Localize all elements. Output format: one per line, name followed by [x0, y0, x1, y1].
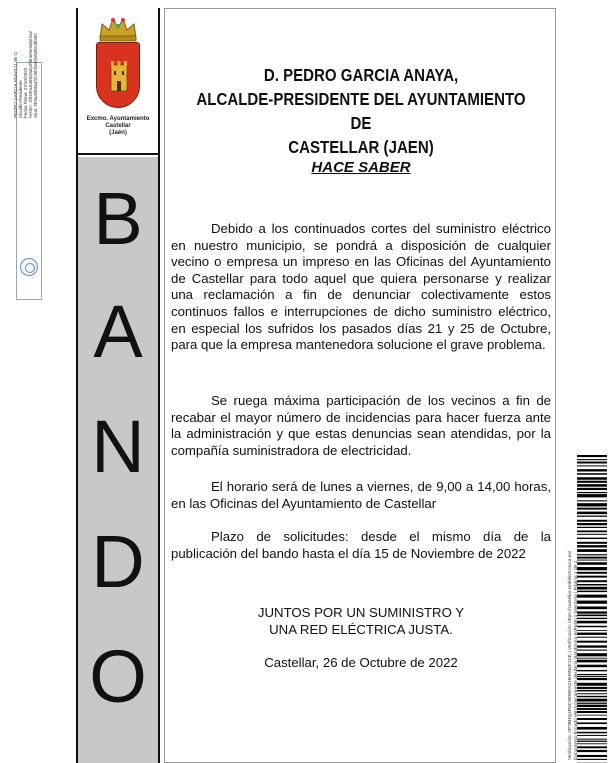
paragraph-schedule: El horario será de lunes a viernes, de 9,00 a 14,00 horas, en las Oficinas del Ayuntamiento de Castellar — [171, 479, 551, 511]
verification-line: Verificación: 2P7BHQ4R6C99WDX2H6MN4F1CK | Verificación: https://castellar.sedelectronica.es/ — [568, 550, 573, 760]
left-column — [76, 8, 160, 763]
bando-letter: B — [93, 177, 143, 260]
signature-line: Alcalde-Presidente — [18, 80, 23, 118]
verification-line: Documento firmado electrónicamente desde la plataforma esPublico Gestiona | Página 1 de 1 — [573, 560, 579, 760]
castle-icon — [108, 57, 130, 93]
crest-caption — [78, 116, 158, 137]
slogan-line: JUNTOS POR UN SUMINISTRO Y — [257, 605, 465, 620]
barcode-icon — [577, 455, 607, 763]
paragraph-outages: Debido a los continuados cortes del suministro eléctrico en nuestro municipio, se pondrá a disposición de cualquier vecino o empresa un impreso en las Oficinas del Ayuntamiento de Castellar para todo aquel que quiera personarse y realizar una reclamación a fin de denunciar colectivamente estos continuos fallos e interrupciones de dicho suministro eléctrico, en especial los sufridos los pasados días 21 y 25 de Octubre, para que la empresa mantenedora solucione el grave problema. — [171, 221, 551, 353]
signature-line: PEDRO GARCIA ANAYA (1 de 1) — [13, 51, 18, 118]
paragraph-deadline: Plazo de solicitudes: desde el mismo día de la publicación del bando hasta el día 15 de Noviembre de 2022 — [171, 529, 551, 561]
signature-line: Fecha Firma: 27/10/2022 — [23, 67, 28, 118]
signature-line: Seal: 2b9a40bda4f2cf6bf4eb0ebd5cd0482 — [33, 33, 38, 118]
bando-letter: A — [93, 290, 143, 373]
heading-line: D. PEDRO GARCIA ANAYA, — [263, 65, 459, 85]
digital-seal-icon — [20, 258, 38, 276]
bando-letter: D — [91, 520, 145, 603]
crown-icon — [98, 16, 138, 42]
mayor-heading — [192, 63, 529, 159]
shield-icon — [96, 42, 140, 108]
verification-info — [568, 551, 579, 760]
signature-line: HASH: 1f0490c8468c8a51f0b4e5e9a6e2a2 — [28, 30, 33, 118]
bando-letter: O — [89, 635, 147, 718]
slogan-line: UNA RED ELÉCTRICA JUSTA. — [269, 621, 453, 637]
caption-line: Excmo. Ayuntamiento — [86, 116, 150, 122]
heading-line: ALCALDE-PRESIDENTE DEL AYUNTAMIENTO DE — [196, 89, 526, 133]
bando-letter: N — [91, 405, 145, 488]
signature-info — [13, 31, 38, 118]
coat-of-arms-box — [78, 8, 158, 155]
document-body — [164, 8, 556, 763]
caption-line: Castellar — [105, 123, 131, 129]
paragraph-participation: Se ruega máxima participación de los vecinos a fin de recabar el mayor número de incidencias para hacer fuerza ante la administración y que estas denuncias sean atendidas, por la compañía suministradora de electricidad. — [171, 393, 551, 458]
slogan — [165, 605, 557, 638]
caption-line: (Jaén) — [109, 130, 127, 136]
place-date: Castellar, 26 de Octubre de 2022 — [264, 655, 458, 670]
heading-line: CASTELLAR (JAEN) — [288, 137, 434, 157]
hace-saber-title: HACE SABER — [311, 159, 411, 176]
bando-banner — [78, 157, 158, 763]
